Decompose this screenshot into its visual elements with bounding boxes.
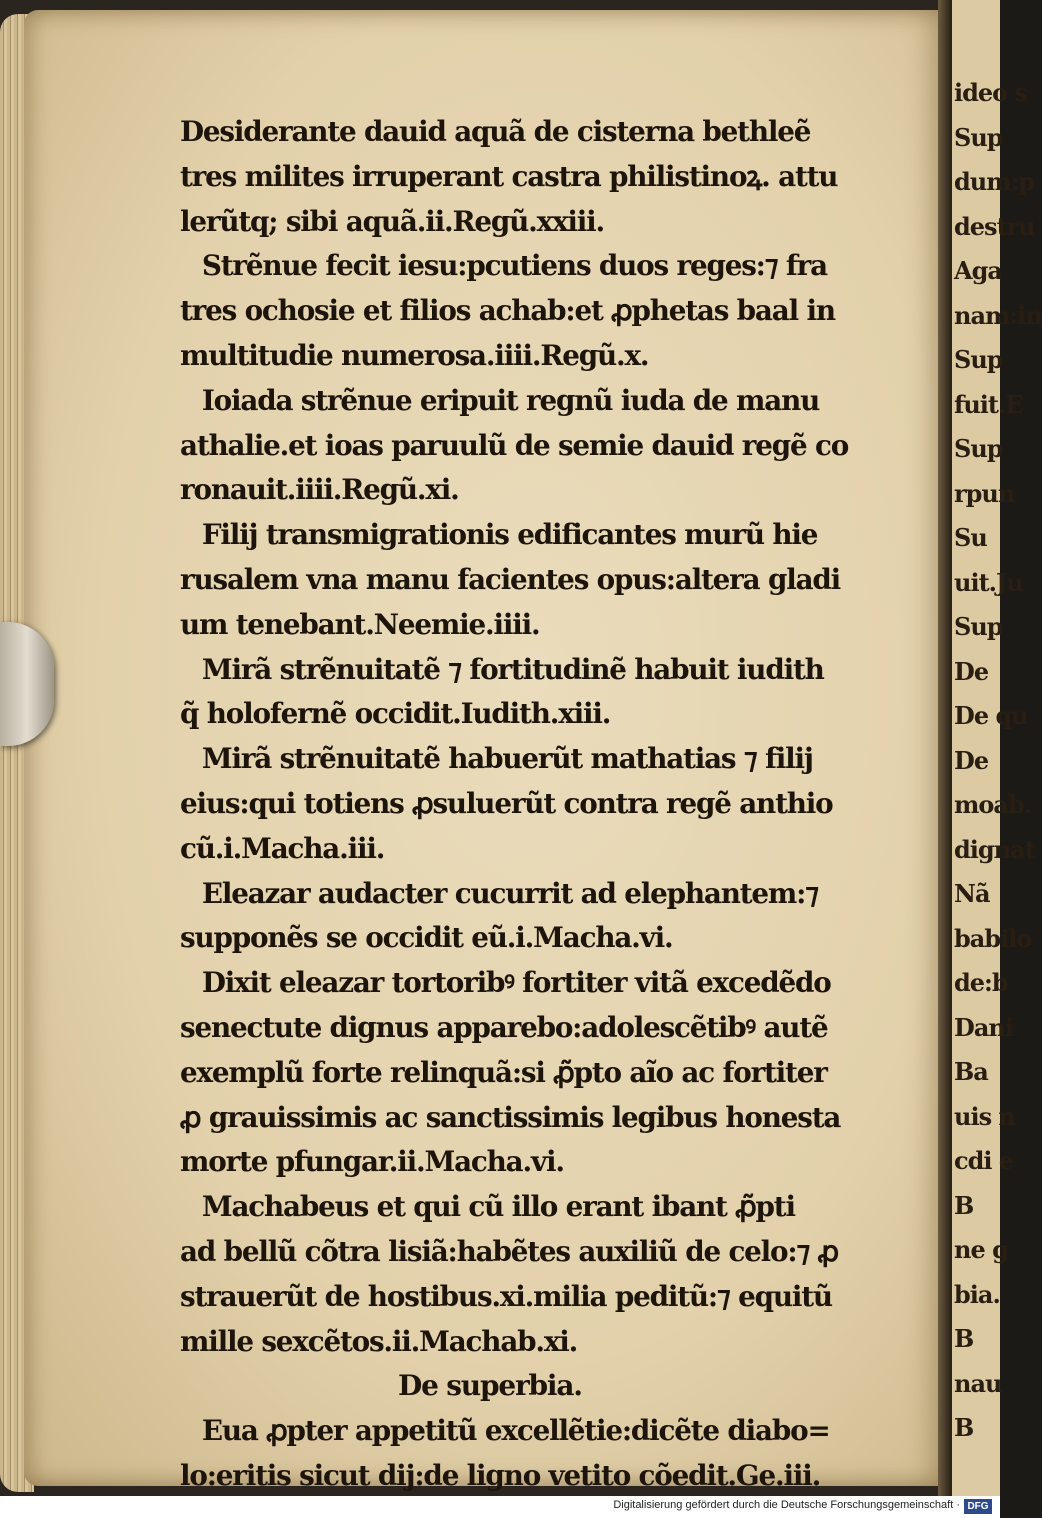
text-line: um tenebant.Neemie.iiii. [180,607,540,641]
facing-page-fragment: uit.Ju [954,567,1023,597]
text-line: supponẽs se occidit eũ.i.Macha.vi. [180,921,673,955]
facing-page-fragment: ideo s [954,78,1028,107]
facing-page-fragment: Nã [954,879,990,908]
text-line: lo:eritis sicut dij:de ligno vetito cõedit.Ge.iii. [180,1458,821,1492]
facing-page-fragment: Dani [954,1012,1013,1042]
facing-page-fragment: Sup [954,122,1003,152]
text-line: tres milites irruperant castra philistinoꝝ. attu [180,159,838,193]
text-block [180,110,915,1499]
text-line: Eua ꝓpter appetitũ excellẽtie:dicẽte diabo= [201,1414,830,1448]
text-line: tres ochosie et filios achab:et ꝓphetas baal in [180,294,835,328]
facing-page-fragment: fuit.E [954,389,1023,419]
facing-page-fragment: uis n [954,1101,1015,1131]
text-line: ꝓ grauissimis ac sanctissimis legibus honesta [180,1100,841,1134]
text-line: Mirã strẽnuitatẽ habuerũt mathatias ⁊ filij [201,742,813,776]
text-line: lerũtq; sibi aquã.ii.Regũ.xxiii. [180,204,605,238]
text-line: Desiderante dauid aquã de cisterna bethleẽ [180,115,811,148]
facing-page-fragment: destru [954,211,1035,241]
facing-page-fragment: nau [954,1368,1002,1398]
text-line: Ioiada strẽnue eripuit regnũ iuda de manu [201,383,820,417]
text-line: Strẽnue fecit iesu:pcutiens duos reges:⁊ fra [201,249,827,283]
facing-page-fragment: De [954,745,989,775]
facing-page-fragment: Sup [954,434,1003,463]
facing-page-fragment: bia. [954,1279,1000,1309]
facing-page-fragment: Sup [954,345,1003,374]
facing-page-fragment: rpun [954,478,1015,508]
facing-page-fragment: De qu [954,701,1028,730]
facing-page-fragment: Ba [954,1057,988,1086]
funding-credit: Digitalisierung gefördert durch die Deutsche Forschungsgemeinschaft · [613,1499,960,1511]
facing-page-fragment: dum:p [954,167,1035,196]
text-line: senectute dignus apparebo:adolescẽtibꝰ autẽ [180,1010,828,1044]
facing-page-fragment: dignat [954,834,1035,864]
text-line: strauerũt de hostibus.xi.milia peditũ:⁊ equitũ [180,1279,832,1313]
text-line: ad bellũ cõtra lisiã:habẽtes auxiliũ de celo:⁊ ꝓ [180,1234,838,1268]
facing-page-fragment: Su [954,523,987,552]
facing-page-fragment: nam:in [954,300,1042,330]
facing-page-fragment: moab. [954,790,1032,819]
text-line: eius:qui totiens ꝓsuluerũt contra regẽ anthio [180,786,833,820]
facing-page [952,0,1042,1496]
text-line: Mirã strẽnuitatẽ ⁊ fortitudinẽ habuit iudith [201,652,824,686]
text-line: rusalem vna manu facientes opus:altera gladi [180,562,841,596]
dfg-logo: DFG [964,1499,992,1514]
facing-page-fragment: B [954,1413,974,1442]
text-line: Eleazar audacter cucurrit ad elephantem:⁊ [201,876,818,910]
text-line: Dixit eleazar tortoribꝰ fortiter vitã excedẽdo [201,966,831,1000]
facing-page-fragment: Sup [954,612,1003,641]
facing-page-fragment: De [954,656,989,686]
facing-page-fragment: ne g [954,1235,1008,1264]
section-heading: De superbia. [398,1369,582,1403]
footer-strip [0,1496,1000,1518]
facing-page-fragment: de:b [954,968,1008,997]
facing-page-fragment: B [954,1190,974,1220]
text-line: Filij transmigrationis edificantes murũ hie [201,518,818,552]
text-line: cũ.i.Macha.iii. [180,831,385,865]
facing-page-fragment: cdi e [954,1146,1014,1175]
text-line: Machabeus et qui cũ illo erant ibant ꝓ̃pti [201,1190,795,1224]
facing-page-fragment: babilo [954,923,1032,953]
facing-page-fragment: Aga [954,256,1002,285]
text-line: morte pfungar.ii.Macha.vi. [180,1145,564,1179]
facing-page-fragment: B [954,1324,974,1353]
text-line: q̃ holofernẽ occidit.Iudith.xiii. [180,697,611,731]
text-line: multitudie numerosa.iiii.Regũ.x. [180,338,649,372]
text-line: athalie.et ioas paruulũ de semie dauid regẽ co [180,428,849,462]
text-line: exemplũ forte relinquã:si ꝓ̃pto aĩo ac fortiter [180,1055,827,1089]
text-line: ronauit.iiii.Regũ.xi. [180,473,459,507]
text-line: mille sexcẽtos.ii.Machab.xi. [180,1324,578,1358]
